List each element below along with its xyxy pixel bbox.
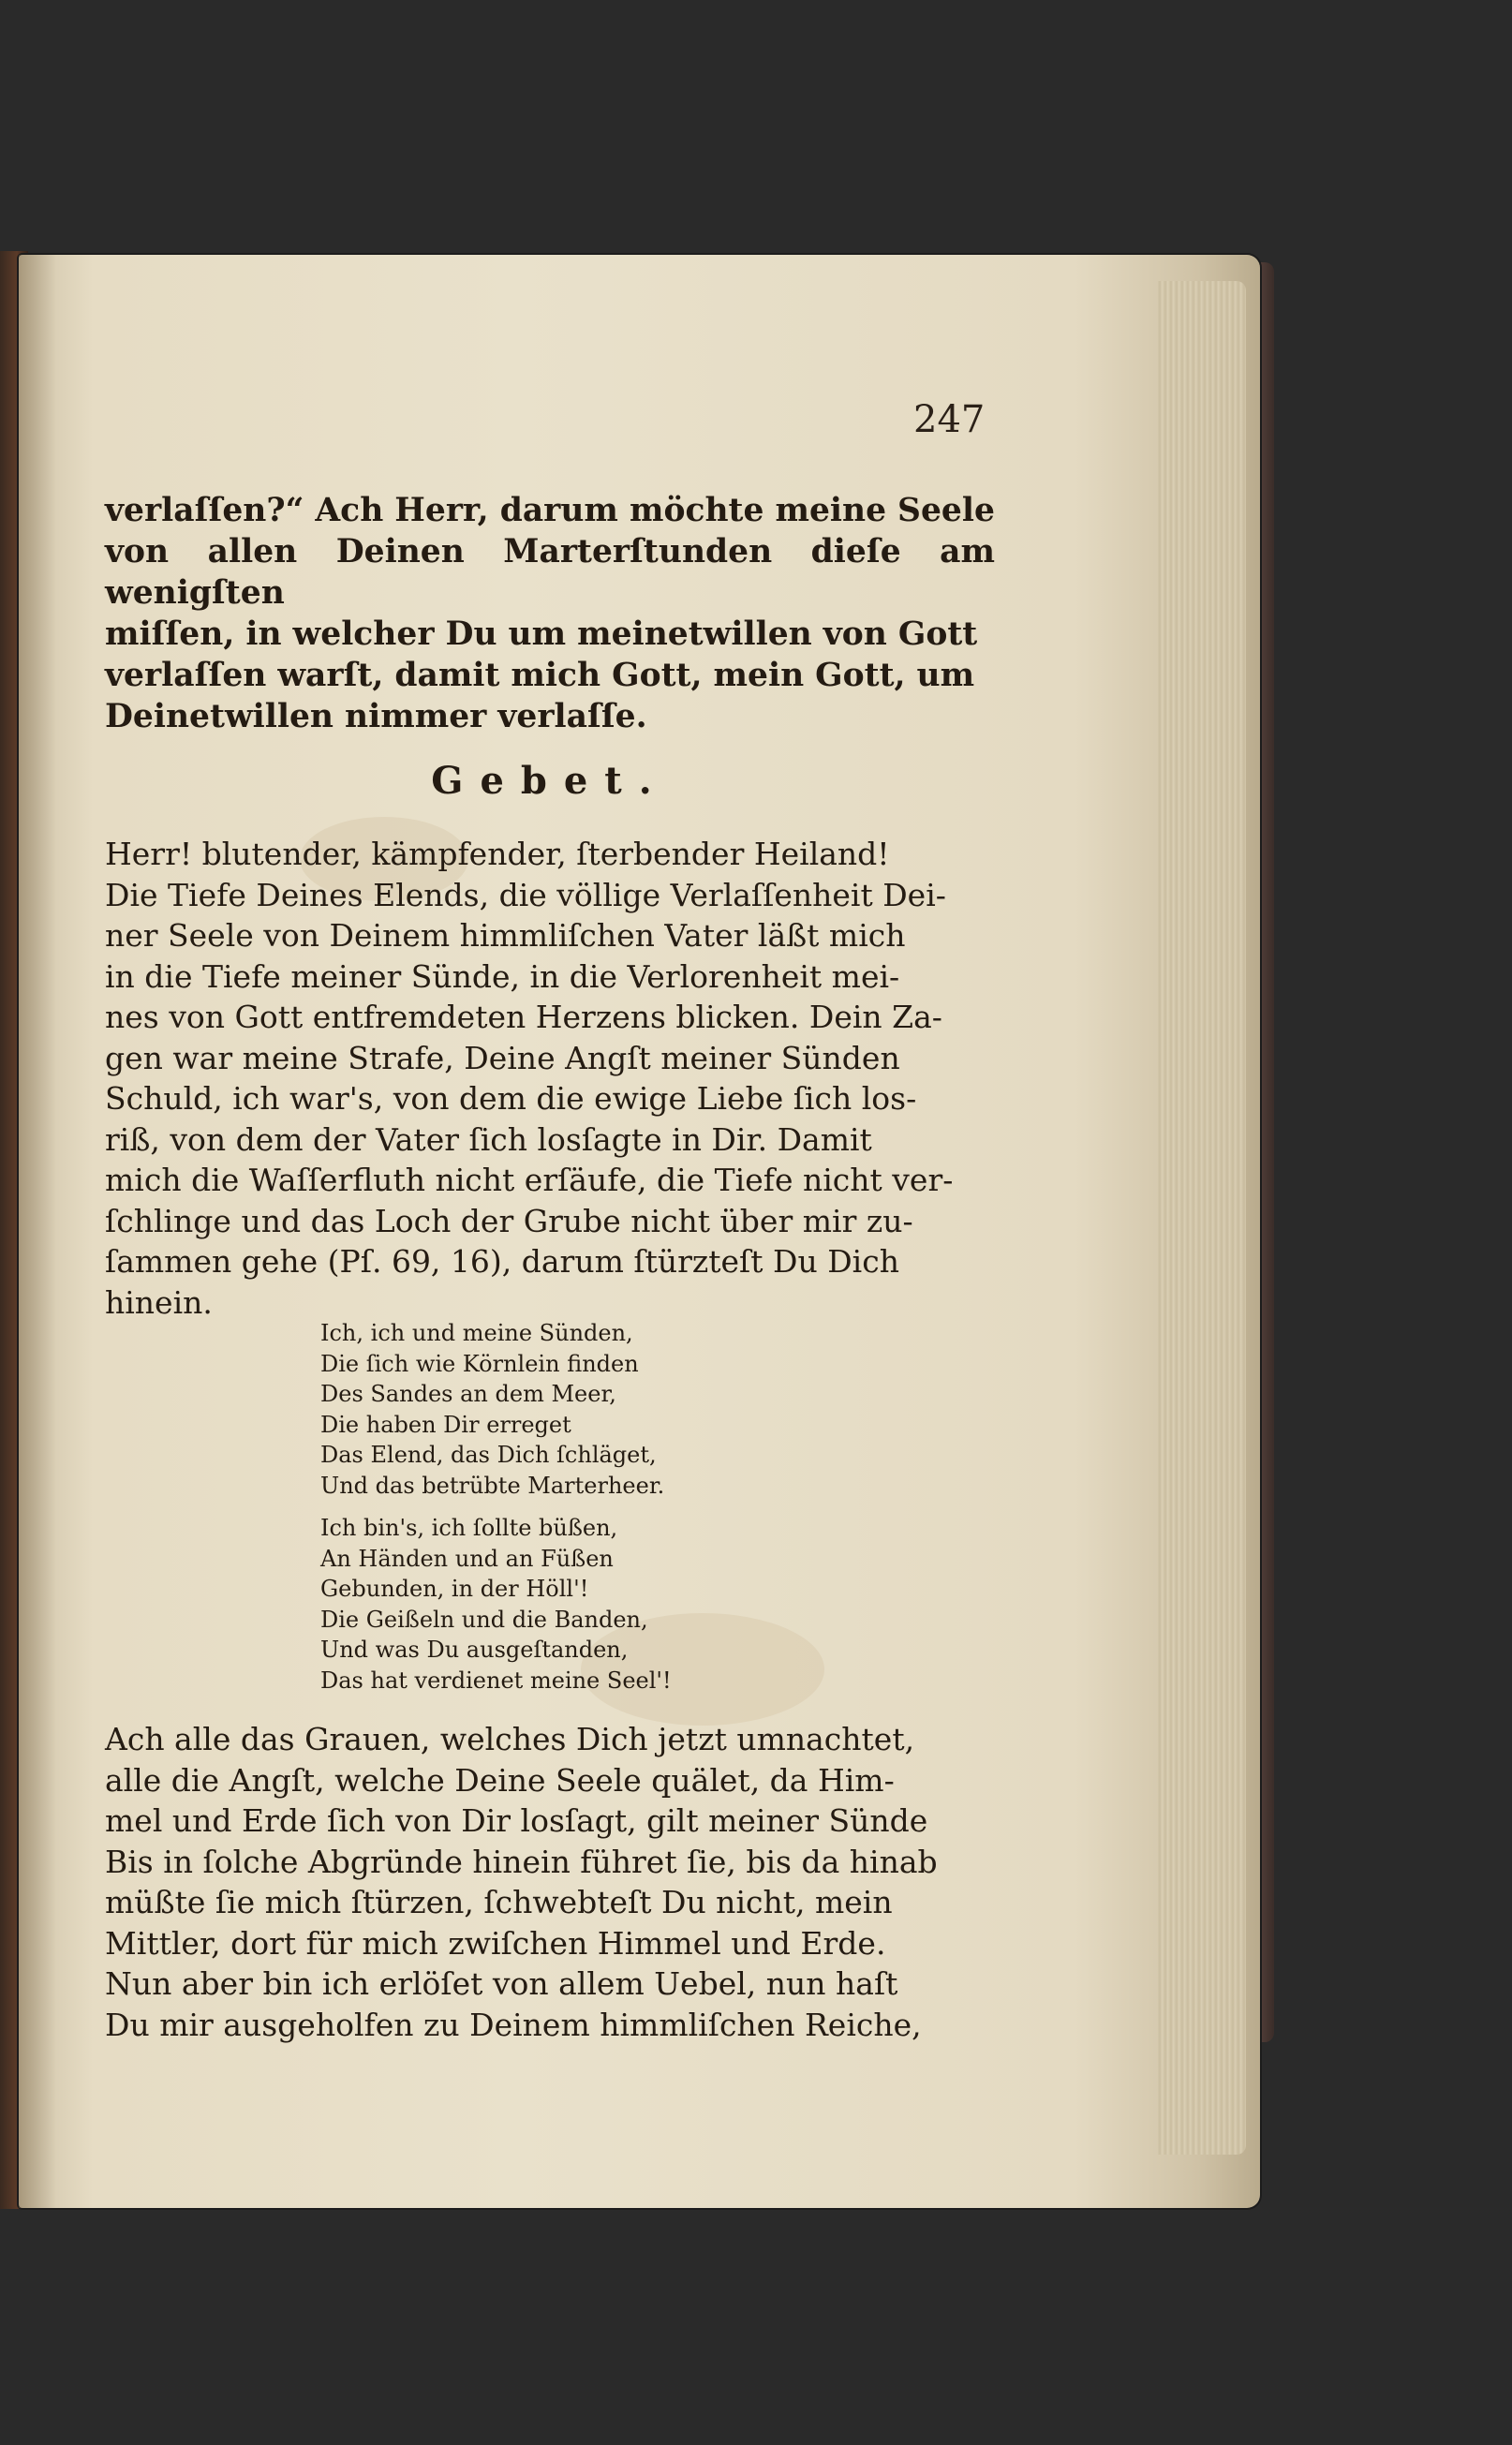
section-heading: Gebet. [431, 759, 669, 803]
prayer-paragraph: Herr! blutender, kämpfender, ſterbender Heiland! Die Tiefe Deines Elends, die völlige Verlaſſenheit Dei- ner Seele von Deinem himmliſchen Vater läßt mich in die Tiefe meiner Sünde, in die Verlorenheit mei- nes von Gott entfremdeten Herzens blicken. Dein Za- gen war meine Strafe, Deine Angſt meiner Sünden Schuld, ich war's, von dem die ewige Liebe ſich los- riß, von dem der Vater ſich losſagte in Dir. Damit mich die Waſſerfluth nicht erſäufe, die Tiefe nicht ver- ſchlinge und das Loch der Grube nicht über mir zu- ſammen gehe (Pſ. 69, 16), darum ſtürzteſt Du Dich hinein. [105, 836, 954, 1321]
page-number: 247 [913, 398, 986, 441]
page-edges [1157, 281, 1246, 2155]
hymn-verse-2: Ich bin's, ich ſollte büßen, An Händen und an Füßen Gebunden, in der Höll'! Die Geißeln und die Banden, Und was Du ausgeſtanden, Das hat verdienet meine Seel'! [320, 1515, 672, 1694]
closing-paragraph: Ach alle das Grauen, welches Dich jetzt umnachtet, alle die Angſt, welche Deine Seele quälet, da Him- mel und Erde ſich von Dir losſagt, gilt meiner Sünde Bis in ſolche Abgründe hinein führet ſie, bis da hinab müßte ſie mich ſtürzen, ſchwebteſt Du nicht, mein Mittler, dort für mich zwiſchen Himmel und Erde. Nun aber bin ich erlöſet von allem Uebel, nun haſt Du mir ausgeholfen zu Deinem himmliſchen Reiche, [105, 1721, 938, 2043]
gutter-shadow [19, 255, 56, 2208]
opening-paragraph: verlaſſen?“ Ach Herr, darum möchte meine Seele von allen Deinen Marterſtunden dieſe am wenigſten miſſen, in welcher Du um meinetwillen von Gott verlaſſen warſt, damit mich Gott, mein Gott, um Deinetwillen nimmer verlaſſe. [105, 492, 995, 735]
hymn-verse-1: Ich, ich und meine Sünden, Die ſich wie Körnlein finden Des Sandes an dem Meer, Die haben Dir erreget Das Elend, das Dich ſchläget, Und das betrübte Marterheer. [320, 1320, 665, 1499]
